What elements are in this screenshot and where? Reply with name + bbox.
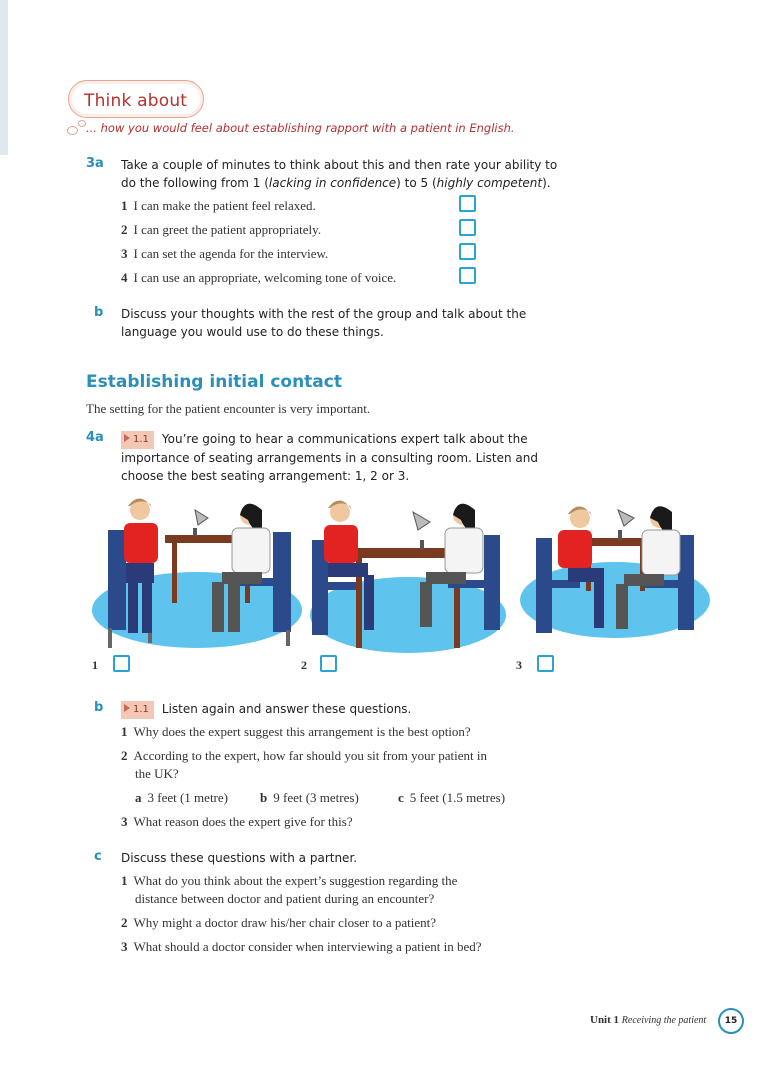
instruction-line: Discuss your thoughts with the rest of the group and talk about the	[121, 307, 527, 321]
exercise-label-3b: b	[94, 305, 104, 320]
figure-3-checkbox[interactable]	[537, 655, 554, 672]
audio-track-badge[interactable]: 1.1	[121, 431, 154, 449]
figure-2-checkbox[interactable]	[320, 655, 337, 672]
exercise-label-4b: b	[94, 700, 104, 715]
play-icon	[124, 704, 130, 712]
instruction-line: choose the best seating arrangement: 1, 2 or 3.	[121, 469, 410, 483]
list-item-continued: distance between doctor and patient during an encounter?	[135, 891, 435, 906]
seating-illustration-1	[90, 490, 305, 660]
instruction-line: importance of seating arrangements in a consulting room. Listen and	[121, 451, 538, 465]
list-item-continued: the UK?	[135, 766, 179, 781]
play-icon	[124, 434, 130, 442]
exercise-3a-instruction	[121, 156, 557, 192]
figure-1-checkbox[interactable]	[113, 655, 130, 672]
answer-option[interactable]: b 9 feet (3 metres)	[260, 790, 359, 805]
instruction-line: language you would use to do these things.	[121, 325, 384, 339]
list-item: 2 Why might a doctor draw his/her chair closer to a patient?	[121, 915, 437, 930]
list-item: 4 I can use an appropriate, welcoming tone of voice.	[121, 270, 397, 285]
answer-option[interactable]: c 5 feet (1.5 metres)	[398, 790, 506, 805]
section-intro: The setting for the patient encounter is very important.	[86, 401, 371, 416]
list-item: 3 What should a doctor consider when interviewing a patient in bed?	[121, 939, 482, 954]
rating-checkbox[interactable]	[459, 219, 476, 236]
rating-checkbox[interactable]	[459, 243, 476, 260]
list-item: 2 I can greet the patient appropriately.	[121, 222, 322, 237]
exercise-label-3a: 3a	[86, 156, 104, 171]
list-item: 1 What do you think about the expert’s suggestion regarding the	[121, 873, 458, 888]
exercise-label-4a: 4a	[86, 430, 104, 445]
page-edge-strip	[0, 0, 8, 155]
think-about-title: Think about	[84, 91, 188, 111]
list-item: 3 What reason does the expert give for this?	[121, 814, 353, 829]
page-footer: Unit 1 Receiving the patient	[590, 1014, 707, 1026]
answer-option[interactable]: a 3 feet (1 metre)	[135, 790, 228, 805]
rating-checkbox[interactable]	[459, 195, 476, 212]
thought-bubble-dot	[67, 126, 78, 135]
list-item: 3 I can set the agenda for the interview.	[121, 246, 329, 261]
rating-checkbox[interactable]	[459, 267, 476, 284]
seating-illustration-2	[308, 490, 508, 660]
thought-bubble-dot	[78, 120, 86, 127]
instruction-line: 1.1 You’re going to hear a communications expert talk about the	[121, 430, 538, 449]
list-item: 2 According to the expert, how far should you sit from your patient in	[121, 748, 487, 763]
list-item: 1 I can make the patient feel relaxed.	[121, 198, 316, 213]
exercise-4c-instruction: Discuss these questions with a partner.	[121, 851, 358, 865]
section-heading: Establishing initial contact	[86, 372, 342, 392]
instruction-line: do the following from 1 (lacking in confidence) to 5 (highly competent).	[121, 176, 551, 190]
exercise-4a-instruction	[121, 430, 538, 485]
list-item: 1 Why does the expert suggest this arrangement is the best option?	[121, 724, 471, 739]
instruction-line: Take a couple of minutes to think about this and then rate your ability to	[121, 158, 558, 172]
exercise-4b-instruction: 1.1 Listen again and answer these questions.	[121, 700, 411, 719]
seating-illustration-3	[518, 490, 713, 660]
audio-track-badge[interactable]: 1.1	[121, 701, 154, 719]
exercise-3b-instruction	[121, 305, 526, 341]
exercise-label-4c: c	[94, 849, 102, 864]
think-about-subtitle: ... how you would feel about establishing rapport with a patient in English.	[86, 121, 515, 135]
figure-number: 2	[301, 658, 307, 672]
figure-number: 1	[92, 658, 98, 672]
figure-number: 3	[516, 658, 522, 672]
page-number: 15	[718, 1008, 744, 1034]
